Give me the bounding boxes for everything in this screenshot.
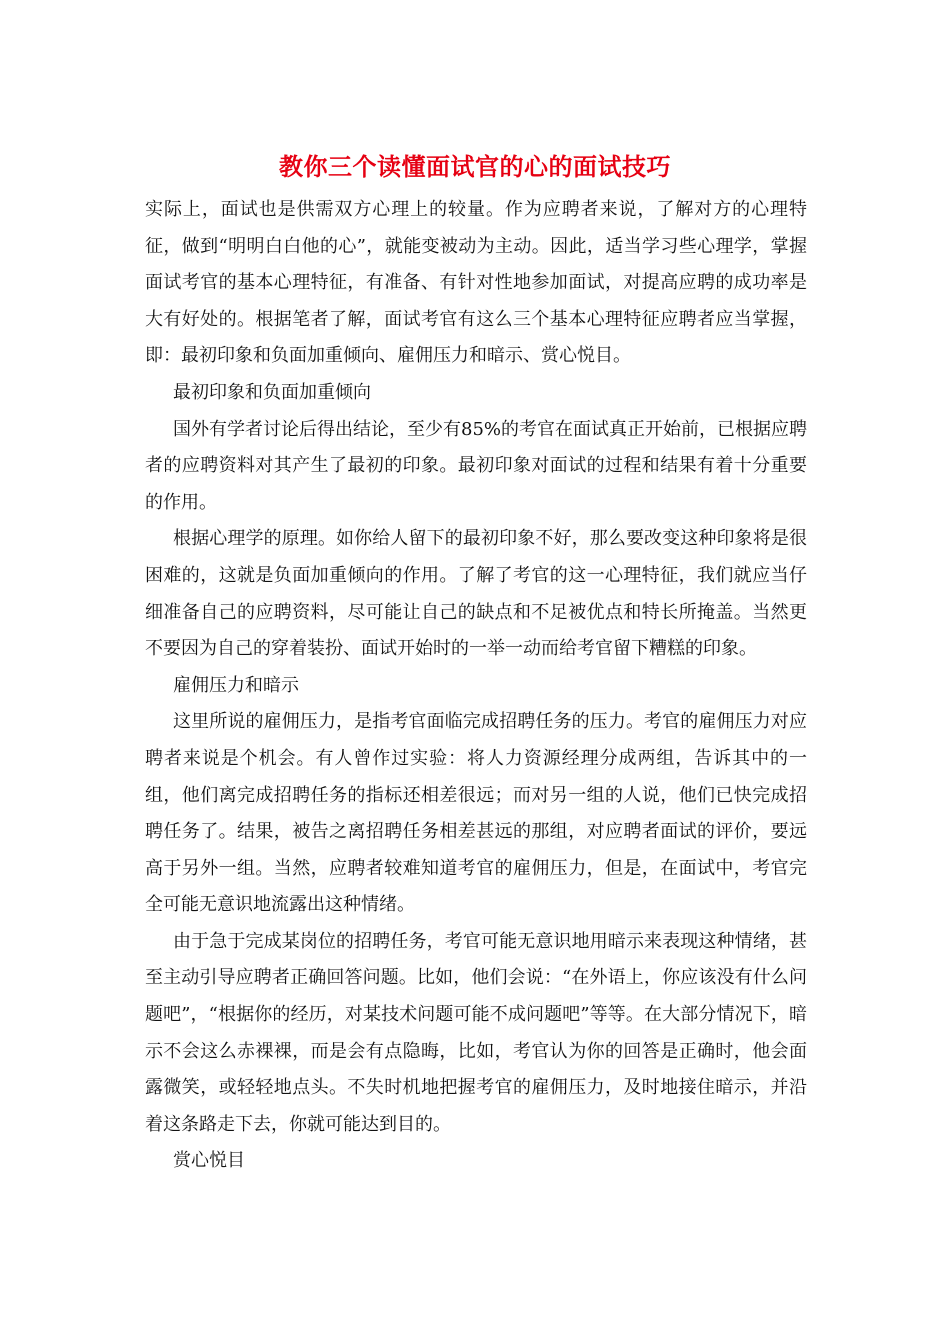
paragraph: 这里所说的雇佣压力，是指考官面临完成招聘任务的压力。考官的雇佣压力对应聘者来说是个机会。有人曾作过实验：将人力资源经理分成两组，告诉其中的一组，他们离完成招聘任务的指标还相差很远；而对另一组的人说，他们已快完成招聘任务了。结果，被告之离招聘任务相差甚远的那组，对应聘者面试的评价，要远高于另外一组。当然，应聘者较难知道考官的雇佣压力，但是，在面试中，考官完全可能无意识地流露出这种情绪。 [145,711,807,916]
intro-paragraph: 实际上，面试也是供需双方心理上的较量。作为应聘者来说，了解对方的心理特征，做到“明明白白他的心”，就能变被动为主动。因此，适当学习些心理学，掌握面试考官的基本心理特征，有准备、有针对性地参加面试，对提高应聘的成功率是大有好处的。根据笔者了解，面试考官有这么三个基本心理特征应聘者应当掌握，即：最初印象和负面加重倾向、雇佣压力和暗示、赏心悦目。 [145,199,807,367]
paragraph: 根据心理学的原理。如你给人留下的最初印象不好，那么要改变这种印象将是很困难的，这就是负面加重倾向的作用。了解了考官的这一心理特征，我们就应当仔细准备自己的应聘资料，尽可能让自己的缺点和不足被优点和特长所掩盖。当然更不要因为自己的穿着装扮、面试开始时的一举一动而给考官留下糟糕的印象。 [145,528,807,660]
document-body [145,192,807,1180]
document-title: 教你三个读懂面试官的心的面试技巧 [279,152,671,181]
paragraph: 由于急于完成某岗位的招聘任务，考官可能无意识地用暗示来表现这种情绪，甚至主动引导应聘者正确回答问题。比如，他们会说：“在外语上，你应该没有什么问题吧”，“根据你的经历，对某技术问题可能不成问题吧”等等。在大部分情况下，暗示不会这么赤裸裸，而是会有点隐晦，比如，考官认为你的回答是正确时，他会面露微笑，或轻轻地点头。不失时机地把握考官的雇佣压力，及时地接住暗示，并沿着这条路走下去，你就可能达到目的。 [145,930,807,1135]
section-heading-pleasing: 赏心悦目 [173,1150,245,1172]
section-heading-hiring-pressure: 雇佣压力和暗示 [173,674,299,696]
section-heading-first-impression: 最初印象和负面加重倾向 [173,381,371,403]
paragraph: 国外有学者讨论后得出结论，至少有85%的考官在面试真正开始前，已根据应聘者的应聘资料对其产生了最初的印象。最初印象对面试的过程和结果有着十分重要的作用。 [145,418,808,513]
